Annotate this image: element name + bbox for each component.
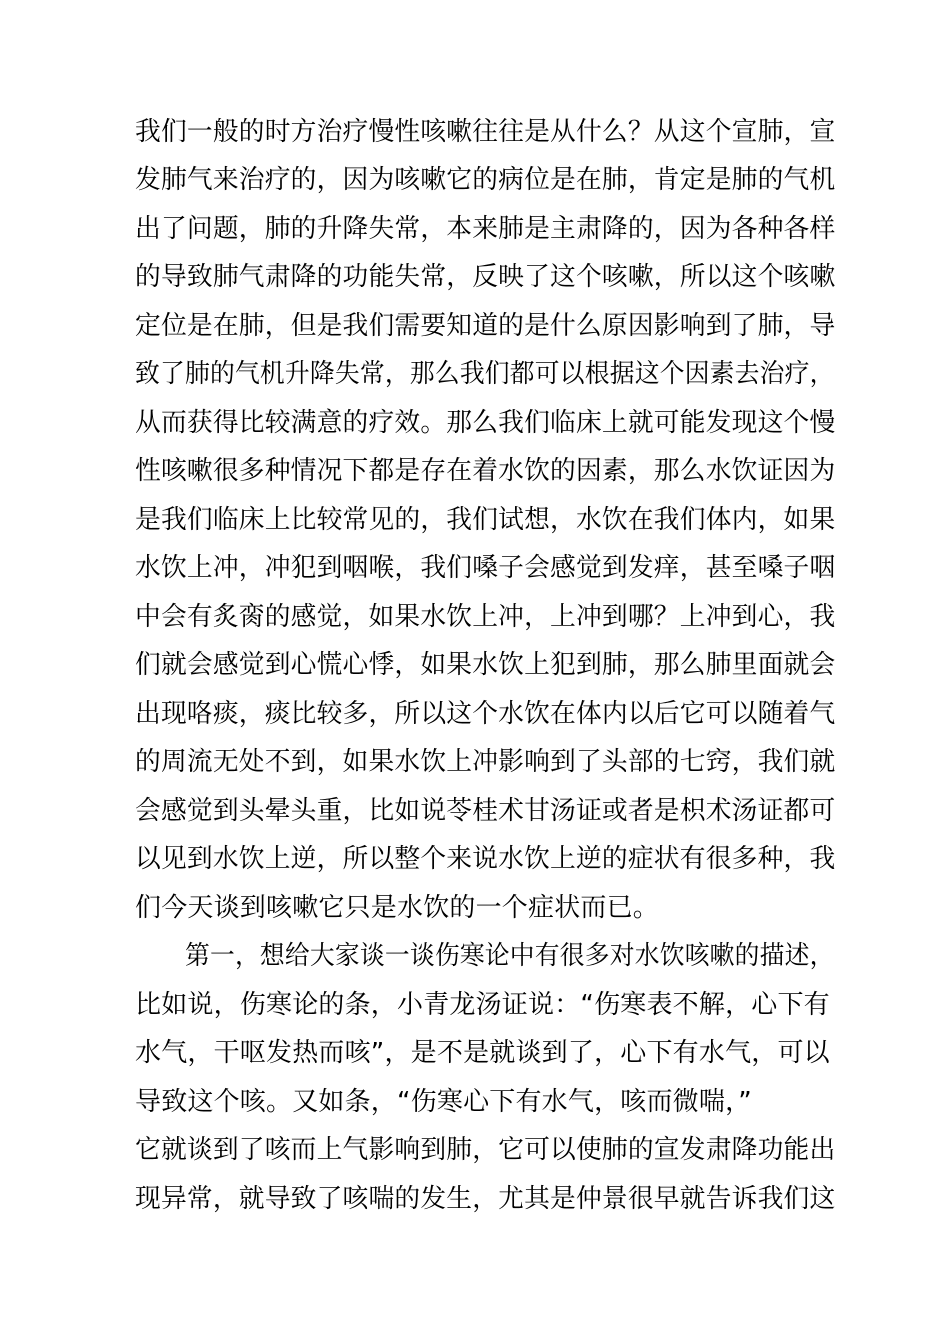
text-line: 定位是在肺，但是我们需要知道的是什么原因影响到了肺，导	[135, 311, 836, 341]
text-line: 第一，想给大家谈一谈伤寒论中有很多对水饮咳嗽的描述，	[135, 941, 835, 971]
text-line: 发肺气来治疗的，因为咳嗽它的病位是在肺，肯定是肺的气机	[135, 165, 836, 195]
text-line: 的周流无处不到，如果水饮上冲影响到了头部的七窍，我们就	[135, 747, 836, 777]
text-line: 它就谈到了咳而上气影响到肺，它可以使肺的宣发肃降功能出	[135, 1135, 836, 1165]
text-line: 们就会感觉到心慌心悸，如果水饮上犯到肺，那么肺里面就会	[135, 650, 836, 680]
text-line: 从而获得比较满意的疗效。那么我们临床上就可能发现这个慢	[135, 408, 836, 438]
text-line: 出了问题，肺的升降失常，本来肺是主肃降的，因为各种各样	[135, 214, 836, 244]
text-line: 们今天谈到咳嗽它只是水饮的一个症状而已。	[135, 893, 660, 923]
text-line: 水饮上冲，冲犯到咽喉，我们嗓子会感觉到发痒，甚至嗓子咽	[135, 553, 836, 583]
text-line: 致了肺的气机升降失常，那么我们都可以根据这个因素去治疗，	[135, 359, 835, 389]
text-line: 是我们临床上比较常见的，我们试想，水饮在我们体内，如果	[135, 505, 836, 535]
text-line: 性咳嗽很多种情况下都是存在着水饮的因素，那么水饮证因为	[135, 456, 836, 486]
text-line: 现异常，就导致了咳喘的发生，尤其是仲景很早就告诉我们这	[135, 1184, 836, 1214]
text-line: 导致这个咳。又如条，“伤寒心下有水气，咳而微喘，”	[135, 1087, 752, 1117]
text-line: 水气，干呕发热而咳”，是不是就谈到了，心下有水气，可以	[135, 1038, 830, 1068]
text-line: 以见到水饮上逆，所以整个来说水饮上逆的症状有很多种，我	[135, 844, 836, 874]
text-line: 比如说，伤寒论的条，小青龙汤证说：“伤寒表不解，心下有	[135, 990, 830, 1020]
text-line: 中会有炙脔的感觉，如果水饮上冲，上冲到哪？上冲到心，我	[135, 602, 836, 632]
text-line: 会感觉到头晕头重，比如说苓桂术甘汤证或者是枳术汤证都可	[135, 796, 836, 826]
text-line: 出现咯痰，痰比较多，所以这个水饮在体内以后它可以随着气	[135, 699, 836, 729]
text-line: 的导致肺气肃降的功能失常，反映了这个咳嗽，所以这个咳嗽	[135, 262, 836, 292]
text-line: 我们一般的时方治疗慢性咳嗽往往是从什么？从这个宣肺，宣	[135, 117, 836, 147]
